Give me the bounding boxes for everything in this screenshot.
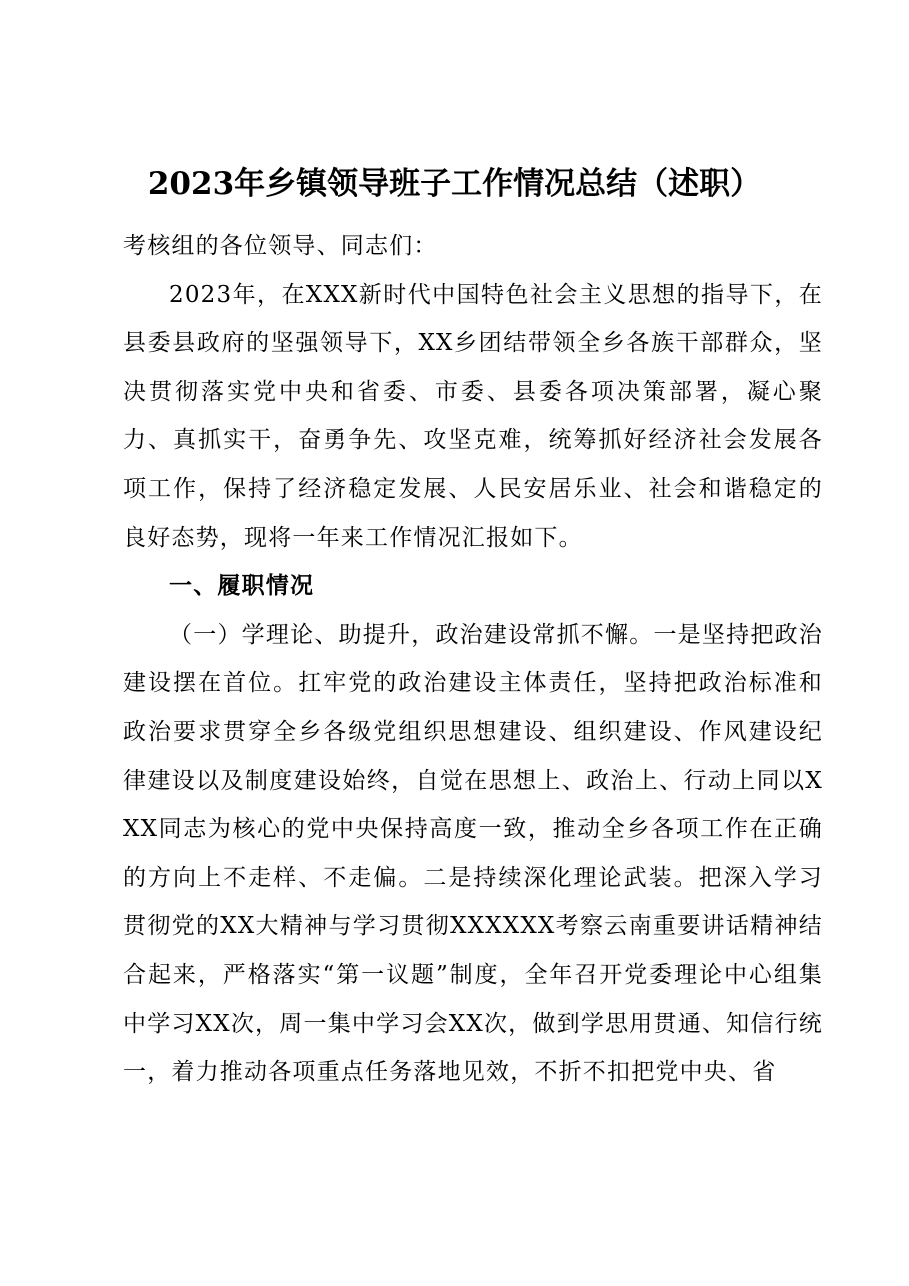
section-heading: 一、履职情况 [169, 573, 315, 600]
salutation: 考核组的各位领导、同志们： [123, 233, 438, 259]
intro-paragraph: 2023年，在XXX新时代中国特色社会主义思想的指导下，在县委县政府的坚强领导下，XX乡团结带领全乡各族干部群众，坚决贯彻落实党中央和省委、市委、县委各项决策部署，凝心聚力、真抓实干，奋勇争先、攻坚克难，统筹抓好经济社会发展各项工作，保持了经济稳定发展、人民安居乐业、社会和谐稳定的良好态势，现将一年来工作情况汇报如下。 [123, 281, 823, 551]
section-paragraph: （一）学理论、助提升，政治建设常抓不懈。一是坚持把政治建设摆在首位。扛牢党的政治建设主体责任，坚持把政治标准和政治要求贯穿全乡各级党组织思想建设、组织建设、作风建设纪律建设以及制度建设始终，自觉在思想上、政治上、行动上同以XXX同志为核心的党中央保持高度一致，推动全乡各项工作在正确的方向上不走样、不走偏。二是持续深化理论武装。把深入学习贯彻党的XX大精神与学习贯彻XXXXXX考察云南重要讲话精神结合起来，严格落实“第一议题”制度，全年召开党委理论中心组集中学习XX次，周一集中学习会XX次，做到学思用贯通、知信行统一，着力推动各项重点任务落地见效，不折不扣把党中央、省 [123, 621, 823, 1086]
document-body [123, 222, 823, 1097]
document-title: 2023年乡镇领导班子工作情况总结（述职） [147, 166, 762, 202]
